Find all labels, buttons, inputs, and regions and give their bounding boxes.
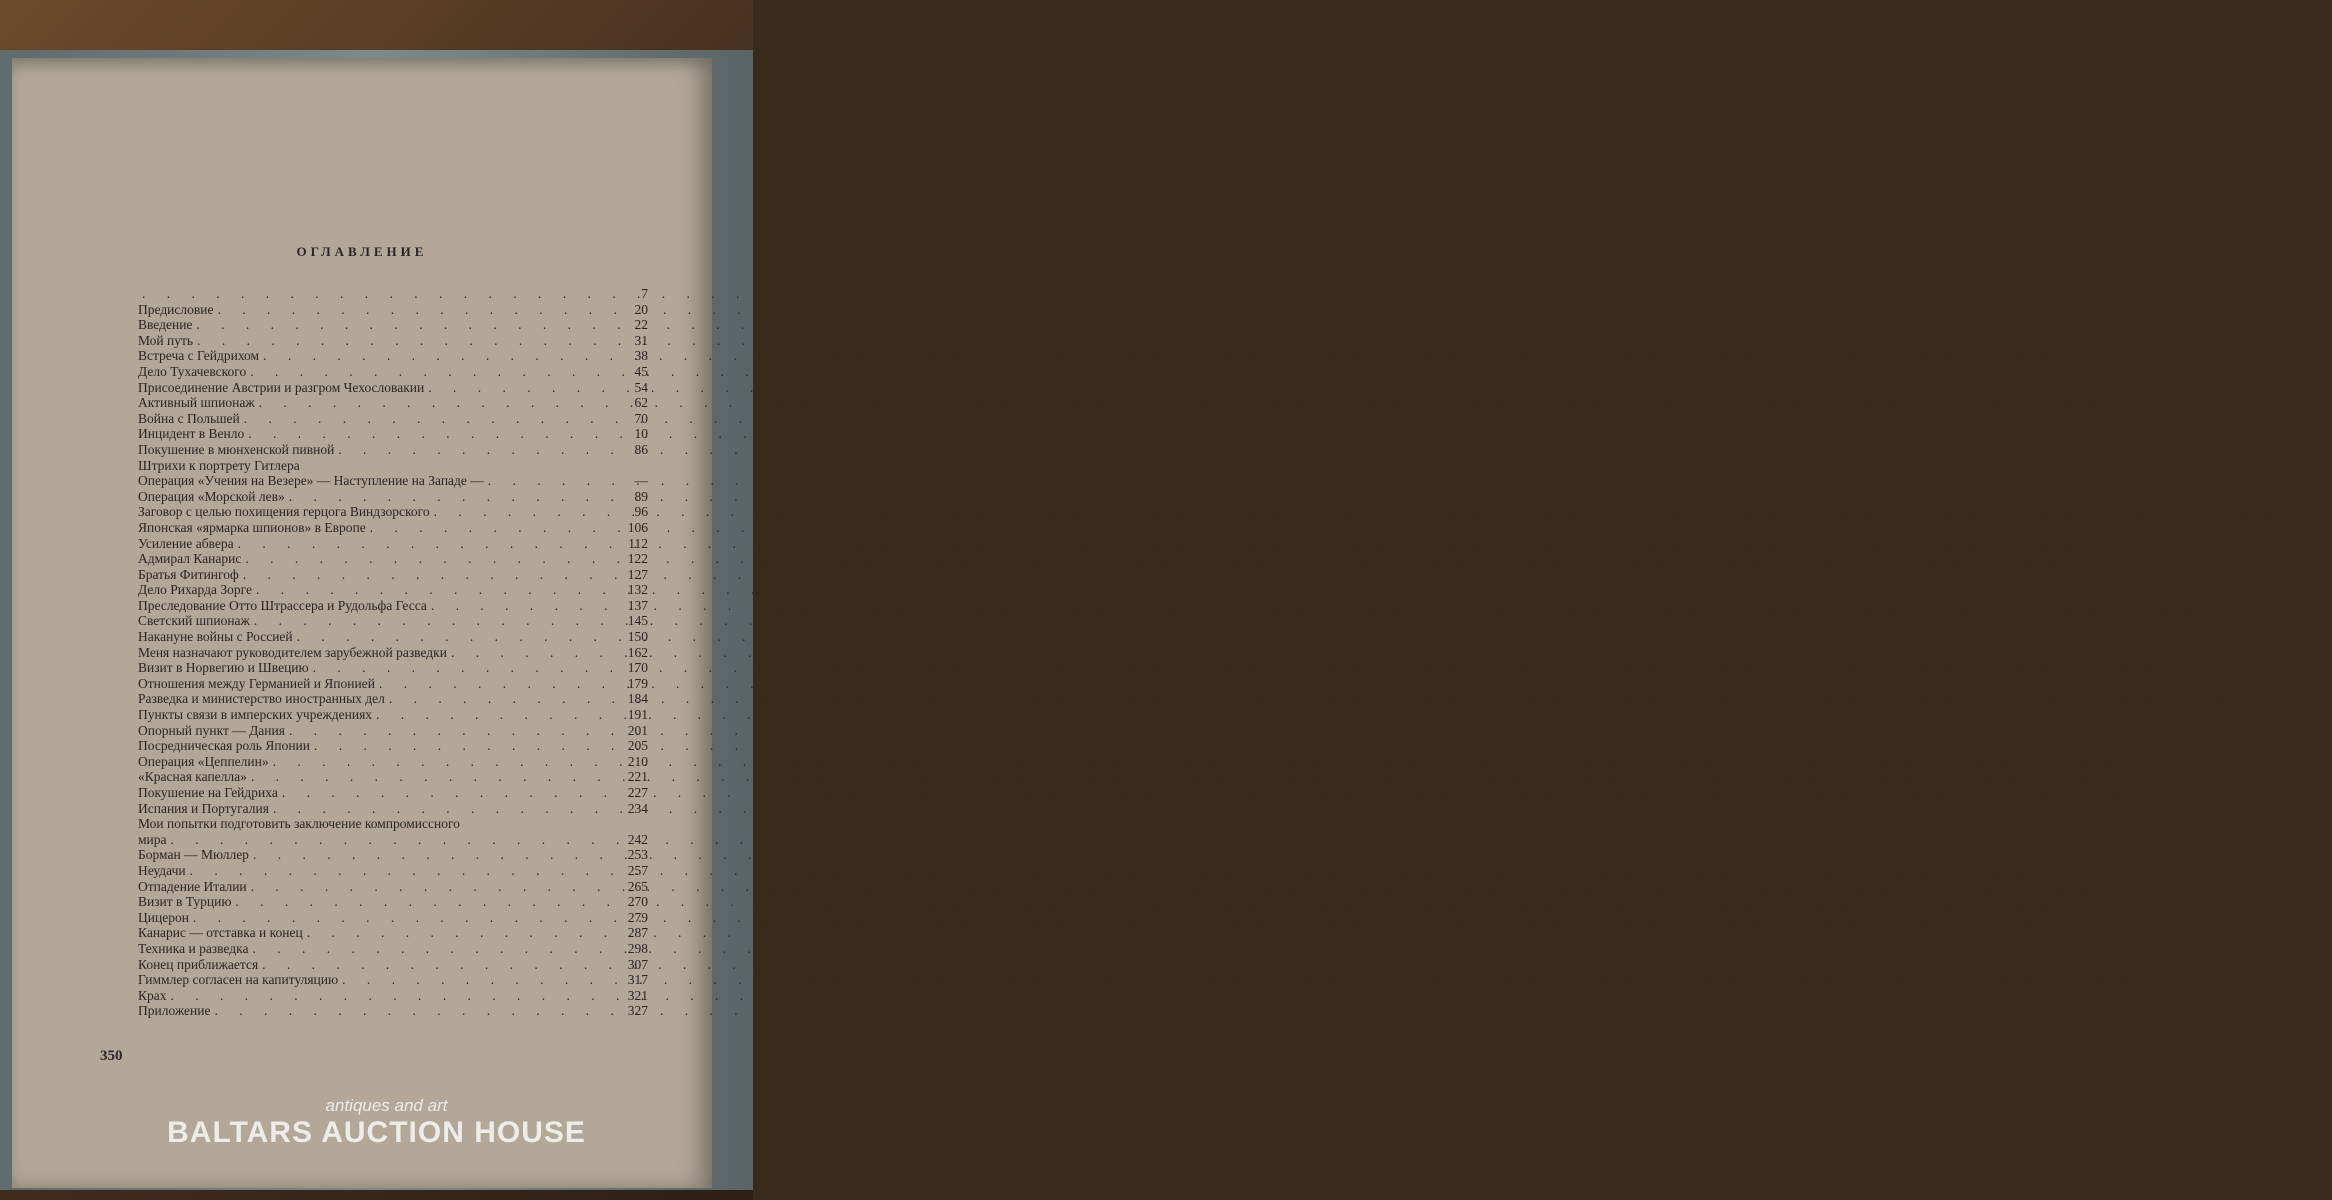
toc-entry-page: 298 — [627, 940, 648, 956]
toc-entry — [138, 613, 648, 629]
toc-heading: ОГЛАВЛЕНИЕ — [296, 244, 428, 259]
toc-dot-leader — [167, 832, 614, 848]
toc-entry-page: 137 — [627, 597, 648, 613]
toc-entry-title: Посредническая роль Японии — [138, 738, 310, 754]
toc-entry-title: Инцидент в Венло — [138, 426, 245, 442]
toc-entry-title: Техника и разведка — [138, 940, 249, 956]
toc-dot-leader — [447, 645, 614, 661]
toc-dot-leader — [258, 957, 614, 973]
toc-entry-title: Присоединение Австрии и разгром Чехословакии — [138, 379, 425, 395]
toc-entry-page: 170 — [627, 660, 648, 676]
toc-entry-page: 265 — [627, 878, 648, 894]
toc-entry — [138, 925, 648, 941]
toc-entry-page: 317 — [627, 972, 648, 988]
toc-entry — [138, 941, 648, 957]
toc-dot-leader — [484, 473, 614, 489]
toc-dot-leader — [285, 723, 614, 739]
toc-entry-page: 227 — [627, 785, 648, 800]
toc-entry-title: Пункты связи в имперских учреждениях — [138, 707, 373, 723]
toc-entry-page: — — [634, 473, 648, 489]
page-number: 350 — [100, 1048, 123, 1064]
toc-entry-title: Японская «ярмарка шпионов» в Европе — [138, 519, 366, 535]
toc-entry-page: 89 — [634, 488, 648, 504]
toc-entry — [138, 707, 648, 723]
toc-entry-page: 191 — [627, 707, 648, 723]
toc-entry-title: Операция «Цеппелин» — [138, 753, 269, 769]
toc-entry — [138, 520, 648, 536]
toc-entry — [138, 536, 648, 552]
toc-entry — [138, 380, 648, 396]
toc-dot-leader — [192, 317, 614, 333]
toc-dot-leader — [249, 847, 614, 863]
watermark-name: BALTARS AUCTION HOUSE — [167, 1116, 586, 1149]
toc-entry-title: «Красная капелла» — [138, 769, 247, 785]
toc-entry-page: 122 — [627, 551, 648, 567]
toc-entry-title: Борман — Мюллер — [138, 847, 249, 863]
toc-entry — [138, 582, 648, 598]
toc-dot-leader — [210, 1003, 614, 1019]
toc-entry-page: 38 — [634, 348, 648, 364]
toc-entry-title: Активный шпионаж — [138, 395, 255, 411]
toc-entry-page: 253 — [627, 847, 648, 863]
toc-dot-leader — [138, 286, 614, 302]
toc-entry-page: 132 — [627, 582, 648, 598]
toc-entry — [138, 629, 648, 645]
toc-entry — [138, 551, 648, 567]
toc-entry-title: Усиление абвера — [138, 535, 234, 551]
toc-dot-leader — [259, 348, 614, 364]
toc-entry — [138, 426, 648, 442]
toc-entry — [138, 567, 648, 583]
toc-entry-title: Накануне войны с Россией — [138, 629, 293, 645]
toc-entry — [138, 660, 648, 676]
toc-dot-leader — [366, 520, 614, 536]
toc-entry-title: Отпадение Италии — [138, 878, 247, 894]
toc-entry-title: Приложение — [138, 1003, 211, 1019]
toc-entry-title: Отношения между Германией и Японией — [138, 675, 375, 691]
toc-entry — [138, 504, 648, 520]
toc-dot-leader — [385, 691, 614, 707]
toc-entry-title: Адмирал Канарис — [138, 551, 242, 567]
toc-entry-title: Братья Фитингоф — [138, 566, 239, 582]
toc-entry-title: Гиммлер согласен на капитуляцию — [138, 972, 339, 988]
toc-entry-page: 221 — [627, 769, 648, 785]
toc-entry-page: 54 — [634, 379, 648, 395]
toc-dot-leader — [234, 536, 614, 552]
toc-entry-page: 201 — [627, 722, 648, 738]
toc-entry-title: Предисловие — [138, 301, 214, 317]
toc-entry — [138, 910, 648, 926]
toc-entry — [138, 1003, 648, 1019]
toc-dot-leader — [424, 380, 614, 396]
toc-entry-title: Дело Тухачевского — [138, 363, 247, 379]
toc-entry-title: Операция «Морской лев» — [138, 488, 285, 504]
toc-entry-page: 31 — [634, 332, 648, 348]
toc-dot-leader — [213, 302, 614, 318]
toc-dot-leader — [247, 879, 614, 895]
table-of-contents — [138, 286, 648, 1019]
toc-dot-leader — [334, 442, 614, 458]
toc-entry-page: 127 — [627, 566, 648, 582]
toc-dot-leader — [247, 769, 614, 785]
toc-entry-title: Мои попытки подготовить заключение компромиссного — [138, 816, 460, 832]
toc-entry — [138, 458, 648, 474]
toc-dot-leader — [372, 707, 614, 723]
toc-entry — [138, 645, 648, 661]
toc-entry — [138, 364, 648, 380]
toc-entry-page: 22 — [634, 317, 648, 333]
toc-entry-page: 45 — [634, 363, 648, 379]
toc-entry-title: Покушение в мюнхенской пивной — [138, 441, 335, 457]
toc-entry — [138, 879, 648, 895]
toc-entry — [138, 442, 648, 458]
toc-entry-title: Разведка и министерство иностранных дел — [138, 691, 385, 707]
toc-entry — [138, 738, 648, 754]
toc-entry — [138, 286, 648, 302]
toc-entry — [138, 317, 648, 333]
toc-entry-title: Меня назначают руководителем зарубежной разведки — [138, 644, 447, 660]
toc-entry — [138, 832, 648, 848]
toc-dot-leader — [430, 504, 614, 520]
toc-entry — [138, 863, 648, 879]
toc-entry — [138, 801, 648, 817]
toc-entry — [138, 816, 648, 832]
toc-entry-page: 112 — [628, 535, 648, 551]
toc-entry-title: Введение — [138, 317, 193, 333]
toc-entry-page: 270 — [627, 894, 648, 910]
toc-dot-leader — [255, 395, 614, 411]
toc-entry — [138, 769, 648, 785]
toc-entry-title: Опорный пункт — Дания — [138, 722, 285, 738]
toc-dot-leader — [250, 613, 614, 629]
toc-entry-title: Конец приближается — [138, 956, 259, 972]
toc-entry-title: Крах — [138, 987, 167, 1003]
toc-entry-page: 210 — [627, 753, 648, 769]
toc-dot-leader — [244, 426, 614, 442]
watermark-tagline: antiques and art — [325, 1096, 448, 1115]
toc-dot-leader — [239, 567, 614, 583]
toc-dot-leader — [285, 489, 614, 505]
toc-entry — [138, 754, 648, 770]
toc-entry — [138, 489, 648, 505]
toc-dot-leader — [310, 738, 614, 754]
toc-entry-title: Преследование Отто Штрассера и Рудольфа Гесса — [138, 597, 427, 613]
toc-entry-page: 307 — [627, 956, 648, 972]
toc-entry-title: Дело Рихарда Зорге — [138, 582, 252, 598]
toc-entry-page: 86 — [634, 441, 648, 457]
toc-dot-leader — [193, 333, 614, 349]
toc-entry-page: 70 — [634, 410, 648, 426]
toc-dot-leader — [269, 801, 614, 817]
toc-dot-leader — [278, 785, 614, 801]
toc-entry — [138, 894, 648, 910]
toc-entry — [138, 395, 648, 411]
toc-entry-title: Светский шпионаж — [138, 613, 250, 629]
toc-entry-title: мира — [138, 831, 167, 847]
toc-entry-title: Заговор с целью похищения герцога Виндзорского — [138, 504, 430, 520]
toc-entry-title: Визит в Норвегию и Швецию — [138, 660, 309, 676]
toc-entry-page: 321 — [627, 987, 648, 1003]
toc-dot-leader — [427, 598, 614, 614]
toc-entry-page: 184 — [627, 691, 648, 707]
toc-entry-page: 62 — [634, 395, 648, 411]
toc-entry-page: 106 — [627, 519, 648, 535]
toc-dot-leader — [248, 941, 614, 957]
toc-entry — [138, 785, 648, 801]
toc-dot-leader — [231, 894, 614, 910]
toc-dot-leader — [240, 411, 614, 427]
toc-entry-page: 234 — [627, 800, 648, 816]
toc-entry — [138, 348, 648, 364]
toc-dot-leader — [269, 754, 614, 770]
toc-entry-page: 279 — [627, 909, 648, 925]
toc-entry-title: Мой путь — [138, 332, 194, 348]
toc-entry-title: Канарис — отставка и конец — [138, 925, 303, 941]
toc-entry — [138, 691, 648, 707]
book-page — [12, 58, 712, 1188]
toc-dot-leader — [241, 551, 614, 567]
toc-entry-page: 162 — [627, 644, 648, 660]
toc-entry-page: 145 — [627, 613, 648, 629]
toc-dot-leader — [186, 863, 614, 879]
toc-entry — [138, 473, 648, 489]
toc-entry — [138, 988, 648, 1004]
toc-entry — [138, 972, 648, 988]
toc-entry-page: 327 — [627, 1003, 648, 1019]
toc-entry — [138, 598, 648, 614]
toc-entry-page: 150 — [627, 629, 648, 645]
toc-entry-title: Война с Польшей — [138, 410, 240, 426]
toc-dot-leader — [375, 676, 614, 692]
toc-dot-leader — [293, 629, 614, 645]
toc-entry-title: Визит в Турцию — [138, 894, 232, 910]
toc-entry-title: Штрихи к портрету Гитлера — [138, 457, 300, 473]
toc-entry-page: 242 — [627, 831, 648, 847]
toc-entry — [138, 676, 648, 692]
toc-entry — [138, 302, 648, 318]
watermark — [0, 1096, 753, 1150]
toc-dot-leader — [167, 988, 615, 1004]
toc-entry-title: Операция «Учения на Везере» — Наступление на Западе — — [138, 473, 484, 489]
toc-dot-leader — [252, 582, 614, 598]
toc-entry-page: 287 — [627, 925, 648, 941]
toc-entry-page: 205 — [627, 738, 648, 754]
toc-entry — [138, 957, 648, 973]
toc-entry — [138, 723, 648, 739]
toc-entry-title: Встреча с Гейдрихом — [138, 348, 260, 364]
toc-entry-page: 10 — [634, 426, 648, 442]
toc-dot-leader — [189, 910, 614, 926]
toc-entry — [138, 333, 648, 349]
toc-entry-title: Неудачи — [138, 862, 186, 878]
toc-dot-leader — [309, 660, 614, 676]
toc-entry-page: 179 — [627, 675, 648, 691]
toc-dot-leader — [246, 364, 614, 380]
toc-entry-title: Цицерон — [138, 909, 189, 925]
toc-entry-page: 7 — [641, 286, 648, 301]
toc-entry-title: Покушение на Гейдриха — [138, 785, 278, 800]
toc-entry-page: 96 — [634, 504, 648, 520]
toc-dot-leader — [303, 925, 614, 941]
toc-entry — [138, 411, 648, 427]
toc-entry — [138, 847, 648, 863]
toc-entry-title: Испания и Португалия — [138, 800, 269, 816]
toc-entry-page: 20 — [634, 301, 648, 317]
toc-dot-leader — [338, 972, 614, 988]
toc-entry-page: 257 — [627, 862, 648, 878]
